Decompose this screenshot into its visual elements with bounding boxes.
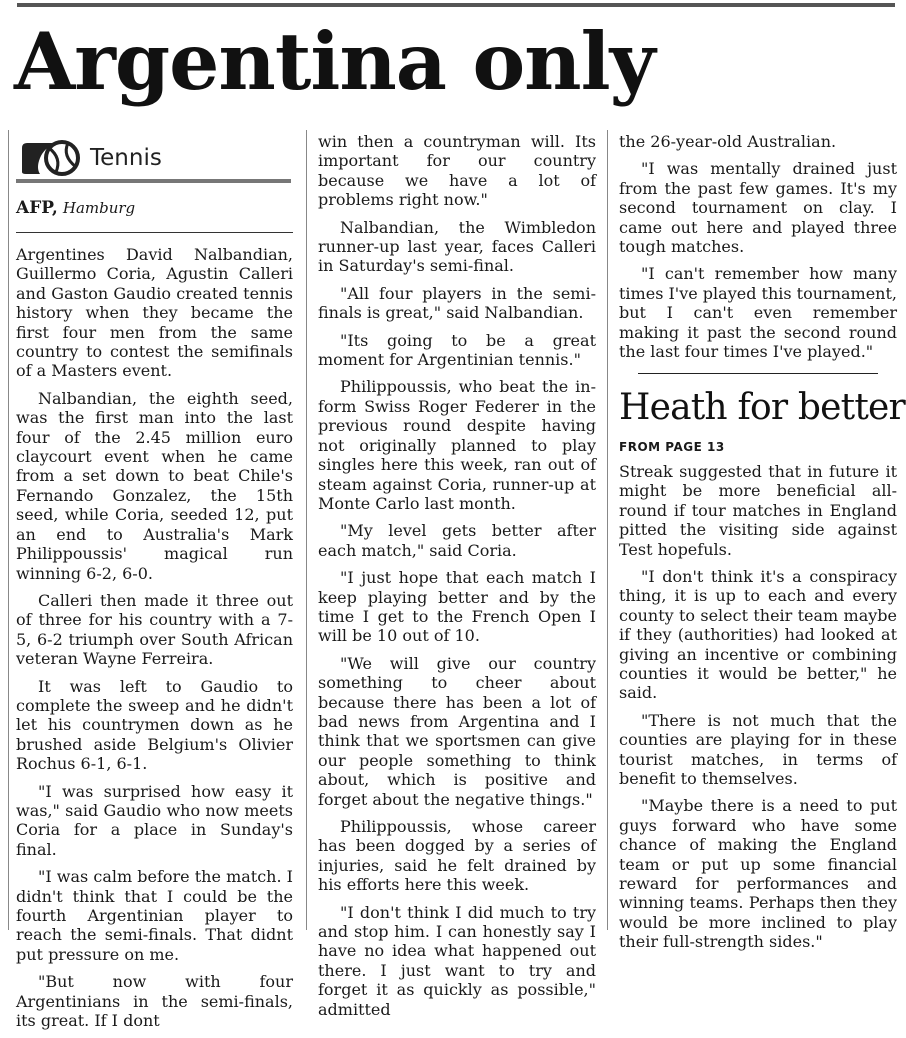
paragraph: "I was mentally drained just from the past few games. It's my second tournament on clay. I came out here and played three tough matches. bbox=[619, 159, 897, 257]
story2-headline: Heath for better bbox=[619, 387, 905, 429]
column-divider-1 bbox=[306, 130, 307, 930]
paragraph: "I don't think it's a conspiracy thing, it is up to each and every county to select their team maybe if they (authorities) had looked at giving an incentive or combining counties it would be better," he said. bbox=[619, 566, 897, 703]
dateline bbox=[16, 198, 293, 218]
section-kicker bbox=[16, 134, 293, 184]
article-column-2 bbox=[318, 132, 596, 1027]
paragraph: Philippoussis, whose career has been dogged by a series of injuries, said he felt drained by his efforts here this week. bbox=[318, 817, 596, 895]
section-label: Tennis bbox=[90, 145, 162, 171]
article-column-3 bbox=[619, 132, 905, 960]
tennis-ball-logo-icon bbox=[16, 138, 86, 178]
paragraph: "Maybe there is a need to put guys forward who have some chance of making the England team or put up some financial reward for performances and winning teams. Perhaps then they would be more inclined to play their full-strength sides." bbox=[619, 796, 897, 952]
paragraph: "I was calm before the match. I didn't think that I could be the fourth Argentinian player to reach the semi-finals. That didnt put pressure on me. bbox=[16, 867, 293, 964]
left-column-rule bbox=[8, 130, 9, 930]
paragraph: "There is not much that the counties are playing for in these tourist matches, in terms of benefit to themselves. bbox=[619, 710, 897, 788]
paragraph: "But now with four Argentinians in the semi-finals, its great. If I dont bbox=[16, 972, 293, 1031]
paragraph: "We will give our country something to cheer about because there has been a lot of bad news from Argentina and I think that we sportsmen can give our people something to think about, which is positive and forget about the negative things." bbox=[318, 653, 596, 809]
dateline-rule bbox=[16, 232, 293, 233]
paragraph: Nalbandian, the eighth seed, was the first man into the last four of the 2.45 million euro claycourt event when he came from a set down to beat Chile's Fernando Gonzalez, the 15th seed, while Coria, seeded 12, put an end to Australia's Mark Philippoussis' magical run winning 6-2, 6-0. bbox=[16, 388, 293, 583]
agency: AFP, bbox=[16, 198, 58, 218]
from-page-label: FROM PAGE 13 bbox=[619, 440, 725, 455]
dateline-city: Hamburg bbox=[62, 199, 136, 217]
kicker-underline bbox=[16, 179, 291, 183]
paragraph: Streak suggested that in future it might be more beneficial all-round if tour matches in England pitted the visiting side against Test hopefuls. bbox=[619, 461, 897, 559]
paragraph: Calleri then made it three out of three for his country with a 7-5, 6-2 triumph over South African veteran Wayne Ferreira. bbox=[16, 590, 293, 669]
paragraph: "I just hope that each match I keep playing better and by the time I get to the French Open I will be 10 out of 10. bbox=[318, 568, 596, 646]
paragraph: Philippoussis, who beat the in-form Swiss Roger Federer in the previous round despite having not originally planned to play singles here this week, ran out of steam against Coria, runner-up at Monte Carlo last month. bbox=[318, 377, 596, 513]
article-column-1 bbox=[16, 132, 293, 1038]
column-divider-2 bbox=[607, 130, 608, 930]
paragraph: Nalbandian, the Wimbledon runner-up last year, faces Calleri in Saturday's semi-final. bbox=[318, 217, 596, 276]
paragraph: "I was surprised how easy it was," said Gaudio who now meets Coria for a place in Sunday's final. bbox=[16, 781, 293, 859]
paragraph: "My level gets better after each match," said Coria. bbox=[318, 521, 596, 560]
paragraph: "Its going to be a great moment for Argentinian tennis." bbox=[318, 330, 596, 370]
paragraph: "I can't remember how many times I've played this tournament, but I can't even remember making it past the second round the last four times I've played." bbox=[619, 264, 897, 362]
paragraph: "All four players in the semi-finals is great," said Nalbandian. bbox=[318, 283, 596, 323]
story-separator bbox=[638, 373, 878, 374]
paragraph: "I don't think I did much to try and stop him. I can honestly say I have no idea what happened out there. I just want to try and forget it as quickly as possible," admitted bbox=[318, 902, 596, 1019]
paragraph: win then a countryman will. Its important for our country because we have a lot of problems right now." bbox=[318, 132, 596, 210]
paragraph: the 26-year-old Australian. bbox=[619, 132, 837, 151]
headline: Argentina only bbox=[14, 15, 655, 108]
paragraph: Argentines David Nalbandian, Guillermo Coria, Agustin Calleri and Gaston Gaudio created tennis history when they became the first four men from the same country to contest the semifinals of a Masters event. bbox=[16, 245, 293, 381]
top-rule bbox=[17, 3, 895, 7]
paragraph: It was left to Gaudio to complete the sweep and he didn't let his countrymen down as he brushed aside Belgium's Olivier Rochus 6-1, 6-1. bbox=[16, 676, 293, 774]
